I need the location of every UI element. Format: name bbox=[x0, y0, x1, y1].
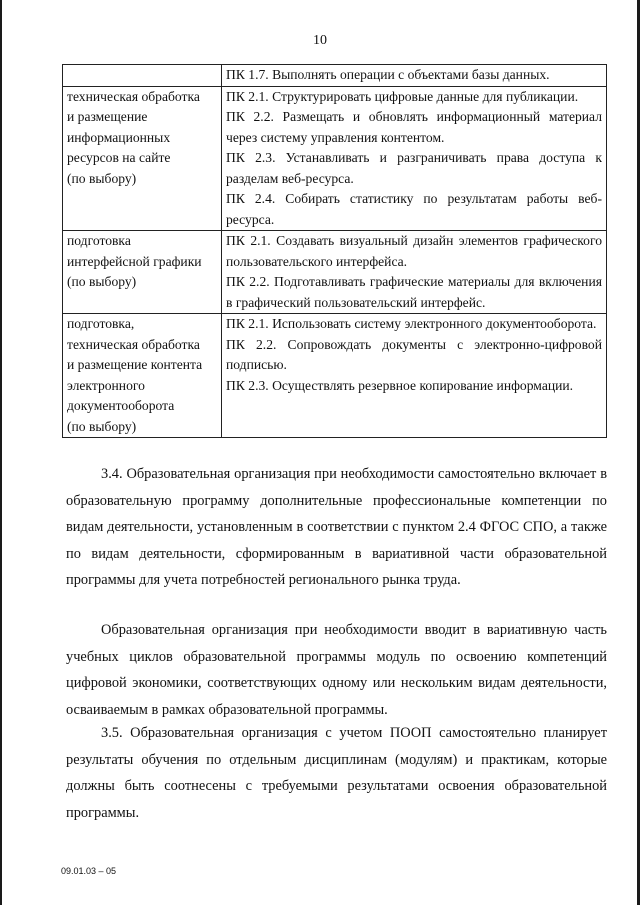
competencies-cell bbox=[222, 65, 607, 87]
table-row bbox=[63, 314, 607, 438]
activity-line: и размещение контента bbox=[67, 357, 203, 372]
competencies-cell bbox=[222, 314, 607, 438]
activity-line: подготовка bbox=[67, 233, 131, 248]
competency-item: ПК 2.1. Структурировать цифровые данные для публикации. bbox=[226, 88, 579, 104]
competency-item: ПК 2.2. Сопровождать документы с электронно-цифровой подписью. bbox=[226, 336, 602, 372]
competency-item: ПК 2.2. Размещать и обновлять информационный материал через систему управления контентом. bbox=[226, 109, 602, 145]
activity-line: подготовка, bbox=[67, 316, 135, 331]
activity-cell bbox=[63, 231, 222, 314]
activity-line: информационных bbox=[67, 129, 171, 145]
competency-item: ПК 2.1. Создавать визуальный дизайн элементов графического пользовательского интерфейса. bbox=[226, 233, 602, 269]
competency-item: ПК 2.1. Использовать систему электронного документооборота. bbox=[226, 316, 597, 331]
paragraph-3-4: 3.4. Образовательная организация при необходимости самостоятельно включает в образовательную программу дополнительные профессиональные компетенции по видам деятельности, установленным в соответствии с пунктом 2.4 ФГОС СПО, а также по видам деятельности, сформированным в вариативной части образовательной программы для учета потребностей регионального рынка труда. bbox=[66, 466, 607, 588]
table-row bbox=[63, 65, 607, 87]
activity-line: (по выбору) bbox=[67, 170, 137, 186]
competency-item: ПК 2.2. Подготавливать графические материалы для включения в графический пользовательский интерфейс. bbox=[226, 274, 602, 310]
activity-cell bbox=[63, 86, 222, 231]
competencies-cell bbox=[222, 86, 607, 231]
activity-line: техническая обработка bbox=[67, 88, 200, 104]
competencies-cell bbox=[222, 231, 607, 314]
table-row bbox=[63, 86, 607, 231]
activity-cell bbox=[63, 314, 222, 438]
activity-line: техническая обработка bbox=[67, 336, 200, 352]
activity-line: интерфейсной графики bbox=[67, 253, 202, 269]
activity-line: ресурсов на сайте bbox=[67, 150, 171, 165]
document-code: 09.01.03 – 05 bbox=[61, 866, 117, 876]
activity-line: документооборота bbox=[67, 398, 175, 413]
paragraph-digital-economy: Образовательная организация при необходимости вводит в вариативную часть учебных циклов образовательной программы модуль по освоению компетенций цифровой экономики, соответствующих одному или нескольким видам деятельности, осваиваемым в рамках образовательной программы. bbox=[66, 622, 607, 718]
scan-edge-left bbox=[0, 0, 2, 905]
table-row bbox=[63, 231, 607, 314]
competency-item: ПК 2.4. Собирать статистику по результатам работы веб-ресурса. bbox=[226, 191, 602, 227]
paragraph-3-5: 3.5. Образовательная организация с учетом ПООП самостоятельно планирует результаты обучения по отдельным дисциплинам (модулям) и практикам, которые должны быть соотнесены с требуемыми результатами освоения образовательной программы. bbox=[66, 725, 607, 821]
activity-line: и размещение bbox=[67, 109, 148, 124]
competencies-table bbox=[62, 64, 607, 438]
competency-item: ПК 1.7. Выполнять операции с объектами базы данных. bbox=[226, 67, 550, 82]
activity-line: электронного bbox=[67, 377, 145, 393]
activity-cell bbox=[63, 65, 222, 87]
activity-line: (по выбору) bbox=[67, 274, 137, 289]
competency-item: ПК 2.3. Устанавливать и разграничивать права доступа к разделам веб-ресурса. bbox=[226, 150, 602, 186]
competency-item: ПК 2.3. Осуществлять резервное копирование информации. bbox=[226, 377, 574, 393]
activity-line: (по выбору) bbox=[67, 418, 137, 434]
page-number: 10 bbox=[313, 33, 327, 48]
